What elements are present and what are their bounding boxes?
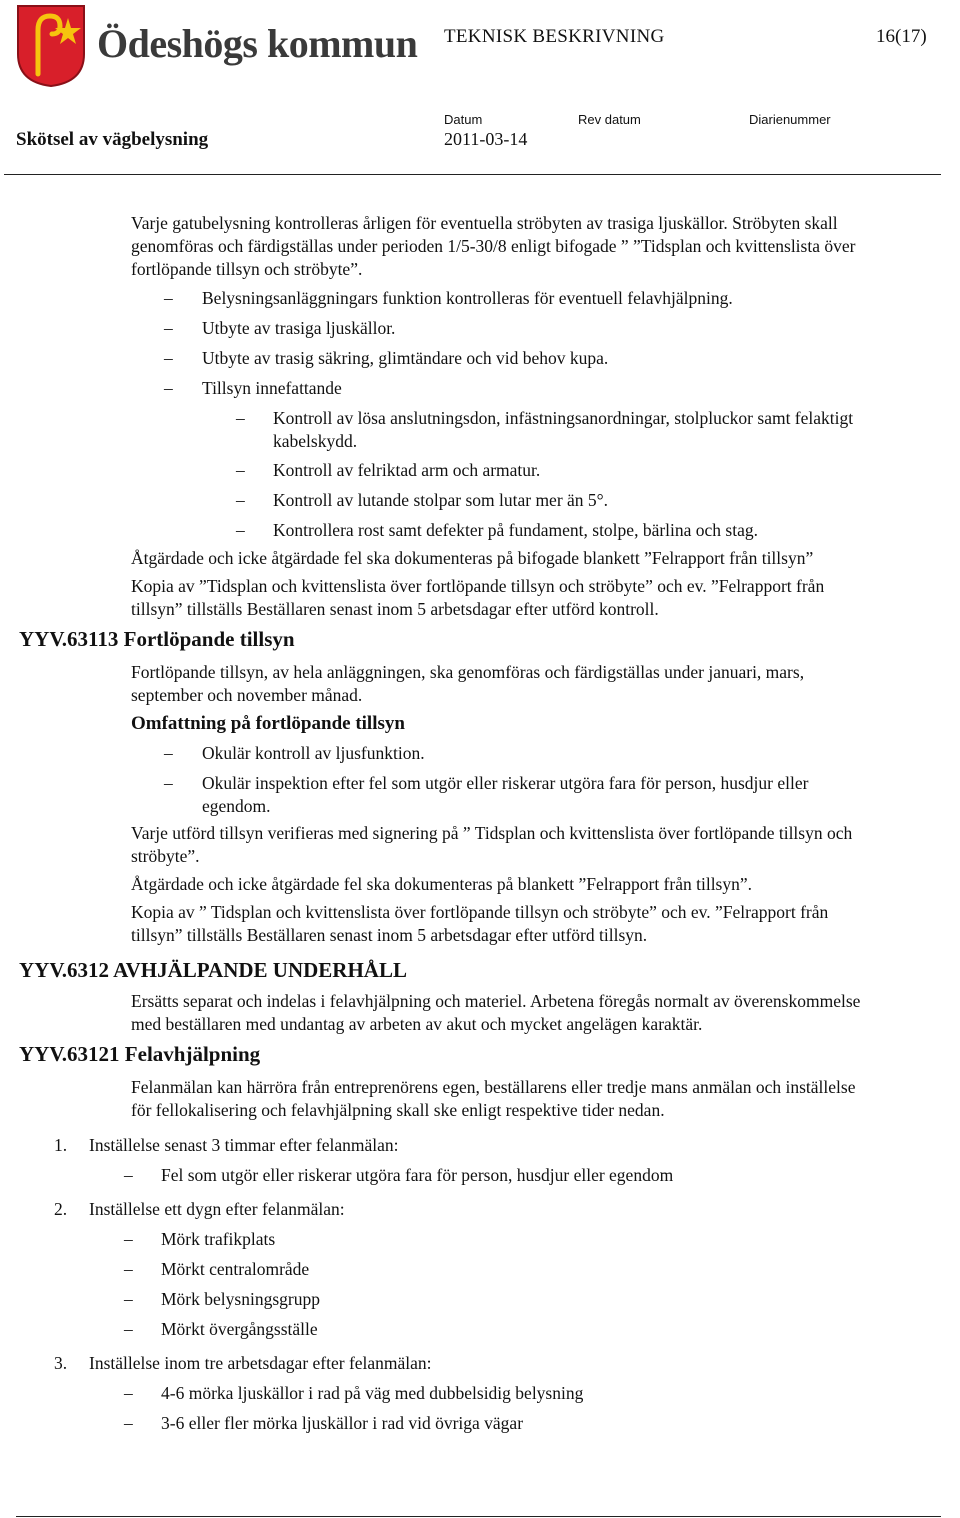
section-heading-6312: YYV.6312 AVHJÄLPANDE UNDERHÅLL	[19, 958, 407, 982]
sub-bullet-item: Kontroll av felriktad arm och armatur.	[273, 460, 541, 480]
document-type: TEKNISK BESKRIVNING	[444, 26, 665, 47]
paragraph-line: fortlöpande tillsyn och ströbyte”.	[131, 259, 363, 279]
paragraph	[131, 822, 852, 868]
paragraph-line: Okulär inspektion efter fel som utgör eller riskerar utgöra fara för person, husdjur eller	[202, 773, 809, 793]
list-item: Inställelse ett dygn efter felanmälan:	[89, 1199, 345, 1219]
bullet-dash: –	[164, 348, 173, 368]
sub-bullet-dash: –	[236, 460, 245, 480]
list-number: 1.	[54, 1135, 68, 1155]
sub-bullet-item	[273, 407, 853, 453]
date-label: Datum	[444, 112, 483, 127]
bullet-item: Utbyte av trasig säkring, glimtändare och vid behov kupa.	[202, 348, 609, 368]
sub-bullet-dash: –	[236, 408, 245, 428]
intro-paragraph	[131, 212, 855, 281]
organization-name: Ödeshögs kommun	[97, 21, 418, 66]
bullet-item: Mörkt centralområde	[161, 1259, 310, 1279]
paragraph-line: tillsyn” tillställs Beställaren senast inom 5 arbetsdagar efter utförd tillsyn.	[131, 925, 648, 945]
paragraph	[131, 1076, 855, 1122]
bullet-item: Mörk belysningsgrupp	[161, 1289, 320, 1309]
paragraph: Åtgärdade och icke åtgärdade fel ska dokumenteras på blankett ”Felrapport från tillsyn”.	[131, 874, 753, 894]
registry-number-label: Diarienummer	[749, 112, 831, 127]
header-divider	[4, 174, 941, 175]
list-item: Inställelse senast 3 timmar efter felanmälan:	[89, 1135, 399, 1155]
bullet-dash: –	[164, 743, 173, 763]
paragraph-line: Varje gatubelysning kontrolleras årligen för eventuella ströbyten av trasiga ljuskällor. Ströbyten skall	[131, 213, 838, 233]
paragraph-line: genomföras och färdigställas under perioden 1/5-30/8 enligt bifogade ” ”Tidsplan och kvittenslista över	[131, 236, 856, 256]
bullet-dash: –	[164, 773, 173, 793]
paragraph-line: för fellokalisering och felavhjälpning skall ske enligt respektive tider nedan.	[131, 1100, 665, 1120]
section-heading-63113: YYV.63113 Fortlöpande tillsyn	[19, 627, 295, 651]
paragraph	[131, 990, 860, 1036]
paragraph-line: Felanmälan kan härröra från entreprenörens egen, beställarens eller tredje mans anmälan och inställelse	[131, 1077, 856, 1097]
paragraph-line: Ersätts separat och indelas i felavhjälpning och materiel. Arbetena föregås normalt av överenskommelse	[131, 991, 861, 1011]
bullet-dash: –	[124, 1289, 133, 1309]
bullet-dash: –	[124, 1165, 133, 1185]
list-number: 3.	[54, 1353, 68, 1373]
section-heading-63121: YYV.63121 Felavhjälpning	[19, 1042, 261, 1066]
bullet-dash: –	[124, 1229, 133, 1249]
bullet-item: 3-6 eller fler mörka ljuskällor i rad vid övriga vägar	[161, 1413, 524, 1433]
bullet-dash: –	[124, 1259, 133, 1279]
paragraph-line: september och november månad.	[131, 685, 363, 705]
bullet-item: Tillsyn innefattande	[202, 378, 342, 398]
paragraph-line: Fortlöpande tillsyn, av hela anläggningen, ska genomföras och färdigställas under januari, mars,	[131, 662, 805, 682]
list-number: 2.	[54, 1199, 68, 1219]
bullet-item: Okulär kontroll av ljusfunktion.	[202, 743, 425, 763]
paragraph-line: Kopia av ”Tidsplan och kvittenslista över fortlöpande tillsyn och ströbyte” och ev. ”Felrapport från	[131, 576, 825, 596]
paragraph-line: med beställaren med undantag av arbeten av akut och mycket angelägen karaktär.	[131, 1014, 703, 1034]
sub-bullet-item: Kontrollera rost samt defekter på fundament, stolpe, bärlina och stag.	[273, 520, 758, 540]
paragraph-line: Kontroll av lösa anslutningsdon, infästningsanordningar, stolpluckor samt felaktigt	[273, 408, 854, 428]
bullet-dash: –	[164, 378, 173, 398]
paragraph-line: ströbyte”.	[131, 846, 200, 866]
bullet-dash: –	[124, 1319, 133, 1339]
bullet-dash: –	[164, 318, 173, 338]
municipality-crest-logo	[16, 4, 86, 88]
date-value: 2011-03-14	[444, 129, 528, 149]
page-number: 16(17)	[876, 26, 927, 47]
document-subject: Skötsel av vägbelysning	[16, 129, 209, 150]
bullet-item: Belysningsanläggningars funktion kontrolleras för eventuell felavhjälpning.	[202, 288, 733, 308]
sub-bullet-dash: –	[236, 490, 245, 510]
bullet-dash: –	[164, 288, 173, 308]
revision-date-label: Rev datum	[578, 112, 641, 127]
paragraph-line: Kopia av ” Tidsplan och kvittenslista över fortlöpande tillsyn och ströbyte” och ev. ”Felrapport från	[131, 902, 829, 922]
subheading-scope: Omfattning på fortlöpande tillsyn	[131, 713, 405, 734]
footer-divider	[16, 1516, 941, 1517]
bullet-dash: –	[124, 1413, 133, 1433]
bullet-item: Utbyte av trasiga ljuskällor.	[202, 318, 396, 338]
list-item: Inställelse inom tre arbetsdagar efter felanmälan:	[89, 1353, 432, 1373]
sub-bullet-item: Kontroll av lutande stolpar som lutar mer än 5°.	[273, 490, 609, 510]
sub-bullet-dash: –	[236, 520, 245, 540]
bullet-item: Mörk trafikplats	[161, 1229, 276, 1249]
bullet-item	[202, 772, 808, 818]
paragraph-line: egendom.	[202, 796, 271, 816]
bullet-item: Fel som utgör eller riskerar utgöra fara för person, husdjur eller egendom	[161, 1165, 674, 1185]
paragraph-line: tillsyn” tillställs Beställaren senast inom 5 arbetsdagar efter utförd kontroll.	[131, 599, 659, 619]
bullet-item: 4-6 mörka ljuskällor i rad på väg med dubbelsidig belysning	[161, 1383, 584, 1403]
paragraph	[131, 661, 804, 707]
paragraph	[131, 901, 828, 947]
bullet-dash: –	[124, 1383, 133, 1403]
bullet-item: Mörkt övergångsställe	[161, 1319, 318, 1339]
paragraph-line: Varje utförd tillsyn verifieras med signering på ” Tidsplan och kvittenslista över fortlöpande tillsyn och	[131, 823, 853, 843]
paragraph-copy-delivery	[131, 575, 824, 621]
paragraph-line: kabelskydd.	[273, 431, 358, 451]
paragraph-error-documentation: Åtgärdade och icke åtgärdade fel ska dokumenteras på bifogade blankett ”Felrapport från tillsyn”	[131, 548, 814, 568]
